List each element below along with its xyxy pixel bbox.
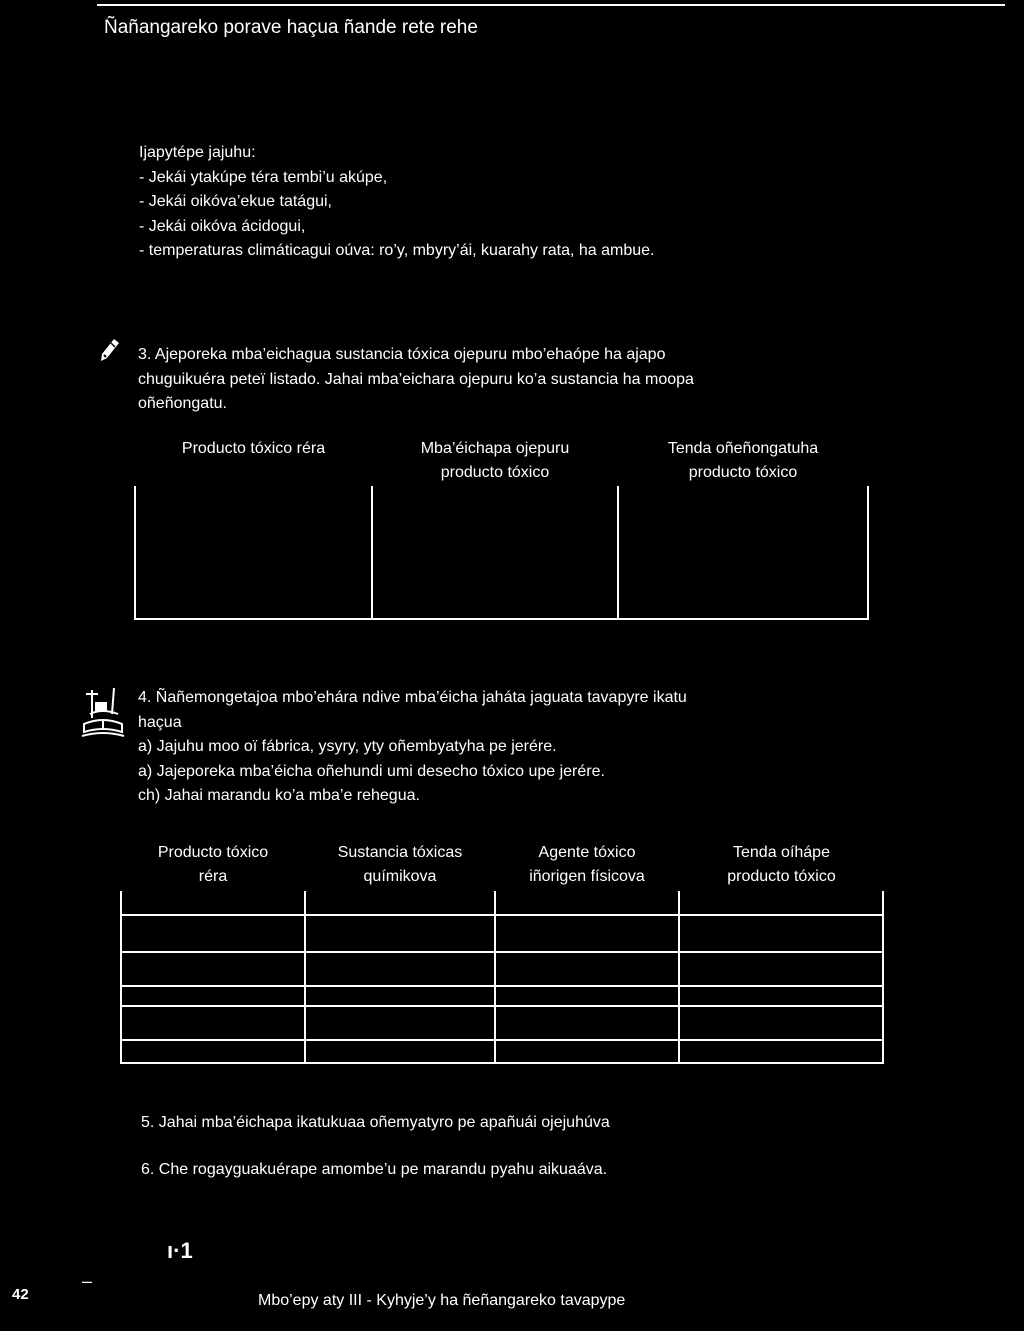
table3-header-2: Mba’éichapa ojepuru producto tóxico: [420, 440, 570, 481]
footer-text: Mbo’epy aty III - Kyhyje’y ha ñeñangareko tavapype: [258, 1292, 626, 1309]
question-4-line: ch) Jahai marandu ko’a mba’e rehegua.: [138, 787, 420, 804]
pencil-icon: [98, 338, 120, 362]
question-4-line: a) Jajeporeka mba’éicha oñehundi umi desecho tóxico upe jerére.: [138, 762, 605, 780]
question-3-line: chuguikuéra peteï listado. Jahai mba’eichara ojepuru ko’a sustancia ha moopa: [138, 370, 694, 388]
list-item: - Jekái oikóva ácidogui,: [139, 217, 306, 235]
page-header: Ñañangareko porave haçua ñande rete rehe: [104, 17, 478, 38]
table3-header-3: Tenda oñeñongatuha producto tóxico: [667, 440, 819, 481]
question-6: 6. Che rogayguakuérape amombe’u pe marandu pyahu aikuaáva.: [141, 1161, 608, 1178]
table3-vline: [134, 486, 136, 620]
question-4: [138, 686, 687, 809]
table4-row-line: [120, 914, 884, 916]
table3-header-1: Producto tóxico réra: [181, 440, 326, 457]
table4-header-3: Agente tóxico iñorigen físicova: [529, 844, 645, 885]
intro-heading: Ijapytépe jajuhu:: [139, 144, 256, 161]
table4-row-line: [120, 985, 884, 987]
table4-row-line: [120, 951, 884, 953]
table4-header-4: Tenda oíhápe producto tóxico: [727, 844, 836, 885]
question-5: 5. Jahai mba’éichapa ikatukuaa oñemyatyro pe apañuái ojejuhúva: [141, 1114, 610, 1131]
table4-header-1: Producto tóxico réra: [157, 844, 269, 885]
top-rule: [97, 4, 1005, 6]
intro-list: [139, 141, 654, 264]
table4-row-line: [120, 1062, 884, 1064]
table3-vline: [867, 486, 869, 620]
list-item: - Jekái ytakúpe téra tembi’u akúpe,: [139, 168, 388, 186]
list-item: - temperaturas climáticagui oúva: ro’y, mbyry’ái, kuarahy rata, ha ambue.: [139, 242, 655, 259]
question-3-line: 3. Ajeporeka mba’eichagua sustancia tóxica ojepuru mbo’ehaópe ha ajapo: [138, 346, 666, 363]
table4-row-line: [120, 1005, 884, 1007]
table3-bottom: [134, 618, 869, 620]
question-4-line: haçua: [138, 713, 182, 731]
list-item: - Jekái oikóva’ekue tatágui,: [139, 193, 332, 210]
footer-dash: –: [82, 1271, 93, 1291]
question-3-line: oñeñongatu.: [138, 395, 227, 412]
table3-vline: [371, 486, 373, 620]
question-4-line: a) Jajuhu moo oï fábrica, ysyry, yty oñembyatyha pe jerére.: [138, 738, 557, 755]
question-4-line: 4. Ñañemongetajoa mbo’ehára ndive mba’éicha jaháta jaguata tavapyre ikatu: [138, 689, 687, 706]
question-3: [138, 343, 694, 417]
page-mark: ı·1: [167, 1238, 193, 1263]
page-number: 42: [12, 1286, 29, 1303]
reading-book-icon: [78, 684, 128, 744]
table4-header-2: Sustancia tóxicas químikova: [337, 844, 463, 885]
table3-vline: [617, 486, 619, 620]
table4-row-line: [120, 1039, 884, 1041]
